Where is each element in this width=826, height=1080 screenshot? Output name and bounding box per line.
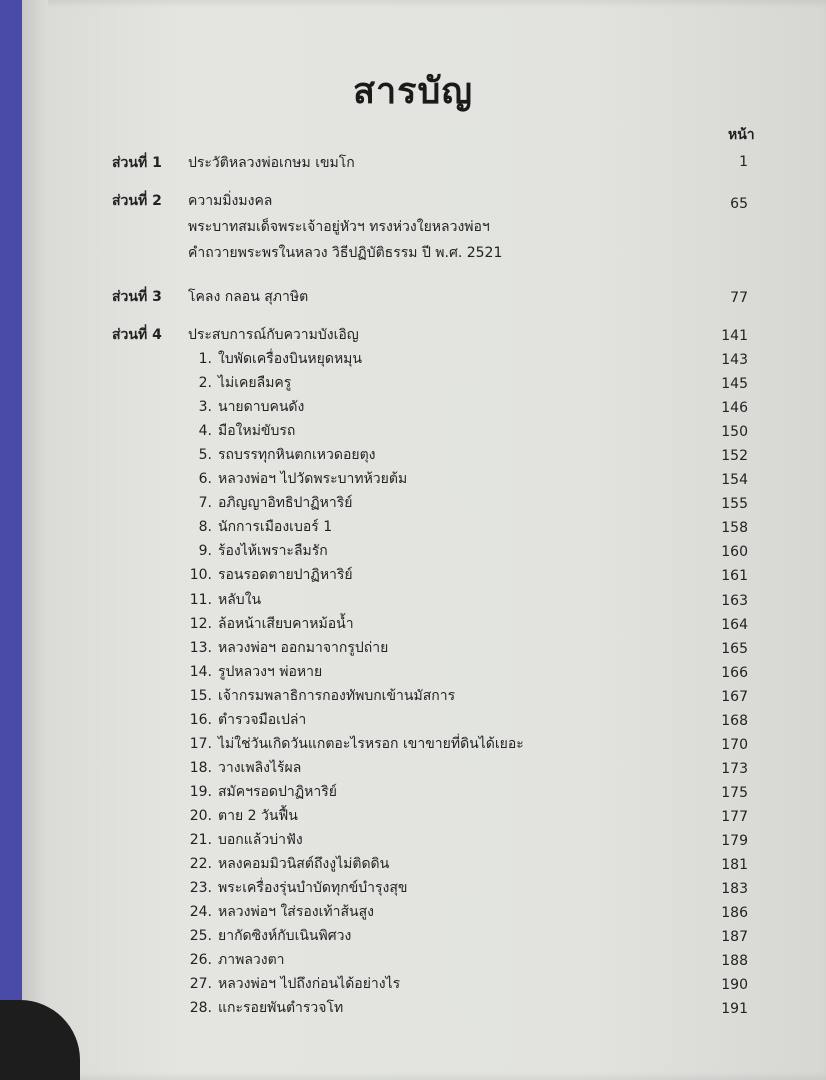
toc-item-page: 186 bbox=[721, 905, 748, 921]
toc-item-page: 167 bbox=[721, 689, 748, 705]
toc-item bbox=[188, 516, 332, 538]
toc-item bbox=[188, 997, 343, 1019]
toc-item-page: 164 bbox=[721, 617, 748, 633]
toc-item-title: นายดาบคนดัง bbox=[218, 399, 305, 415]
toc-item bbox=[188, 420, 295, 442]
toc-item-page: 143 bbox=[721, 352, 748, 368]
toc-item-title: เจ้ากรมพลาธิการกองทัพบกเข้านมัสการ bbox=[218, 688, 456, 704]
page-title: สารบัญ bbox=[352, 70, 474, 112]
toc-item-title: มือใหม่ขับรถ bbox=[218, 423, 296, 439]
toc-item-page: 154 bbox=[721, 472, 748, 488]
toc-item bbox=[188, 685, 455, 707]
toc-item-page: 190 bbox=[721, 977, 748, 993]
toc-item-page: 145 bbox=[721, 376, 748, 392]
toc-item-number: 4. bbox=[198, 423, 212, 439]
toc-item-page: 187 bbox=[721, 929, 748, 945]
toc-item bbox=[188, 589, 261, 611]
toc-item-page: 175 bbox=[721, 785, 748, 801]
toc-item-number: 6. bbox=[198, 471, 212, 487]
toc-item-title: อภิญญาอิทธิปาฏิหาริย์ bbox=[218, 495, 353, 511]
section-2-page: 65 bbox=[730, 196, 748, 212]
toc-item-number: 18. bbox=[189, 760, 212, 776]
section-4-label: ส่วนที่ 4 bbox=[112, 327, 162, 343]
toc-item-number: 16. bbox=[189, 712, 212, 728]
toc-item-page: 168 bbox=[721, 713, 748, 729]
toc-item bbox=[188, 925, 351, 947]
toc-item-number: 20. bbox=[189, 808, 212, 824]
page-column-header: หน้า bbox=[728, 127, 755, 143]
toc-item bbox=[188, 709, 306, 731]
toc-item-page: 150 bbox=[721, 424, 748, 440]
toc-item-page: 152 bbox=[721, 448, 748, 464]
toc-item bbox=[188, 637, 388, 659]
toc-item-number: 14. bbox=[189, 664, 212, 680]
toc-item-number: 19. bbox=[189, 784, 212, 800]
toc-item-number: 17. bbox=[189, 736, 212, 752]
toc-item-page: 188 bbox=[721, 953, 748, 969]
toc-item-page: 146 bbox=[721, 400, 748, 416]
toc-item-title: ไม่เคยลืมครู bbox=[218, 375, 292, 391]
toc-item bbox=[188, 805, 298, 827]
toc-item-number: 24. bbox=[189, 904, 212, 920]
toc-item-title: รอนรอดตายปาฏิหาริย์ bbox=[218, 567, 353, 583]
toc-item-page: 170 bbox=[721, 737, 748, 753]
section-1-page: 1 bbox=[739, 154, 748, 170]
toc-item-number: 27. bbox=[189, 976, 212, 992]
toc-item bbox=[188, 853, 389, 875]
toc-item bbox=[188, 396, 304, 418]
toc-item-title: ไม่ใช่วันเกิดวันแกตอะไรหรอก เขาขายที่ดินได้เยอะ bbox=[218, 736, 524, 752]
toc-item-title: หลวงพ่อฯ ออกมาจากรูปถ่าย bbox=[218, 640, 389, 656]
toc-item-number: 23. bbox=[189, 880, 212, 896]
toc-item-page: 183 bbox=[721, 881, 748, 897]
section-2-title: ความมิ่งมงคล bbox=[188, 193, 273, 209]
toc-item-number: 3. bbox=[198, 399, 212, 415]
toc-item bbox=[188, 613, 354, 635]
toc-item-title: หลวงพ่อฯ ไปวัดพระบาทห้วยต้ม bbox=[218, 471, 408, 487]
toc-item bbox=[188, 877, 408, 899]
toc-item-page: 179 bbox=[721, 833, 748, 849]
toc-item-page: 191 bbox=[721, 1001, 748, 1017]
toc-item-title: วางเพลิงไร้ผล bbox=[218, 760, 302, 776]
toc-item-page: 163 bbox=[721, 593, 748, 609]
toc-item-number: 1. bbox=[198, 351, 212, 367]
toc-item bbox=[188, 949, 285, 971]
toc-item-page: 158 bbox=[721, 520, 748, 536]
toc-item-title: ภาพลวงตา bbox=[218, 952, 285, 968]
page-gutter bbox=[22, 0, 48, 1080]
toc-item-title: ตำรวจมือเปล่า bbox=[218, 712, 307, 728]
section-2-line-2: คำถวายพระพรในหลวง วิธีปฏิบัติธรรม ปี พ.ศ. 2521 bbox=[188, 245, 503, 261]
toc-item bbox=[188, 540, 328, 562]
toc-item-title: นักการเมืองเบอร์ 1 bbox=[218, 519, 333, 535]
toc-item bbox=[188, 348, 362, 370]
section-1-title: ประวัติหลวงพ่อเกษม เขมโก bbox=[188, 155, 355, 171]
section-4-page: 141 bbox=[721, 328, 748, 344]
section-3-label: ส่วนที่ 3 bbox=[112, 289, 162, 305]
toc-item-page: 165 bbox=[721, 641, 748, 657]
section-2-label: ส่วนที่ 2 bbox=[112, 193, 162, 209]
toc-item-page: 161 bbox=[721, 568, 748, 584]
toc-item-page: 173 bbox=[721, 761, 748, 777]
toc-item bbox=[188, 492, 353, 514]
toc-item-number: 7. bbox=[198, 495, 212, 511]
toc-item bbox=[188, 901, 374, 923]
toc-item-title: ตาย 2 วันฟื้น bbox=[218, 808, 298, 824]
section-3-page: 77 bbox=[730, 290, 748, 306]
toc-item-number: 9. bbox=[198, 543, 212, 559]
toc-item-number: 22. bbox=[189, 856, 212, 872]
toc-item bbox=[188, 973, 400, 995]
toc-item-title: หลับใน bbox=[218, 592, 262, 608]
toc-item bbox=[188, 757, 301, 779]
toc-item bbox=[188, 372, 291, 394]
toc-item bbox=[188, 733, 524, 755]
toc-item-number: 11. bbox=[189, 592, 212, 608]
toc-item-title: พระเครื่องรุ่นบำบัดทุกข์บำรุงสุข bbox=[218, 880, 408, 896]
section-3-title: โคลง กลอน สุภาษิต bbox=[188, 289, 309, 305]
toc-item-number: 2. bbox=[198, 375, 212, 391]
toc-item-title: ล้อหน้าเสียบคาหม้อน้ำ bbox=[218, 616, 354, 632]
toc-item bbox=[188, 564, 353, 586]
toc-item-title: รูปหลวงฯ พ่อหาย bbox=[218, 664, 323, 680]
toc-item-number: 25. bbox=[189, 928, 212, 944]
toc-item-number: 13. bbox=[189, 640, 212, 656]
toc-item-page: 177 bbox=[721, 809, 748, 825]
toc-item bbox=[188, 829, 303, 851]
toc-item-title: รถบรรทุกหินตกเหวดอยตุง bbox=[218, 447, 376, 463]
toc-item bbox=[188, 781, 337, 803]
section-4-title: ประสบการณ์กับความบังเอิญ bbox=[188, 327, 359, 343]
toc-item-title: แกะรอยพันตำรวจโท bbox=[218, 1000, 344, 1016]
toc-item bbox=[188, 444, 376, 466]
toc-item-number: 21. bbox=[189, 832, 212, 848]
toc-item-number: 15. bbox=[189, 688, 212, 704]
toc-item-title: หลวงพ่อฯ ใส่รองเท้าส้นสูง bbox=[218, 904, 374, 920]
toc-item bbox=[188, 661, 322, 683]
toc-item-title: สมัคฯรอดปาฏิหาริย์ bbox=[218, 784, 337, 800]
toc-item-number: 28. bbox=[189, 1000, 212, 1016]
toc-item-number: 10. bbox=[189, 567, 212, 583]
toc-item-page: 160 bbox=[721, 544, 748, 560]
toc-item-title: ใบพัดเครื่องบินหยุดหมุน bbox=[218, 351, 362, 367]
toc-item bbox=[188, 468, 407, 490]
toc-item-title: หลงคอมมิวนิสต์ถึงงูไม่ติดดิน bbox=[218, 856, 390, 872]
toc-item-title: ร้องไห้เพราะลืมรัก bbox=[218, 543, 328, 559]
toc-item-number: 5. bbox=[198, 447, 212, 463]
toc-item-page: 155 bbox=[721, 496, 748, 512]
toc-item-page: 166 bbox=[721, 665, 748, 681]
section-2-line-1: พระบาทสมเด็จพระเจ้าอยู่หัวฯ ทรงห่วงใยหลวงพ่อฯ bbox=[188, 219, 490, 235]
toc-item-page: 181 bbox=[721, 857, 748, 873]
toc-item-title: หลวงพ่อฯ ไปถึงก่อนได้อย่างไร bbox=[218, 976, 401, 992]
toc-item-title: บอกแล้วบ่าฟัง bbox=[218, 832, 303, 848]
toc-item-number: 12. bbox=[189, 616, 212, 632]
toc-item-number: 26. bbox=[189, 952, 212, 968]
toc-item-number: 8. bbox=[198, 519, 212, 535]
section-1-label: ส่วนที่ 1 bbox=[112, 155, 162, 171]
toc-item-title: ยากัดซิงห์กับเนินพิศวง bbox=[218, 928, 352, 944]
